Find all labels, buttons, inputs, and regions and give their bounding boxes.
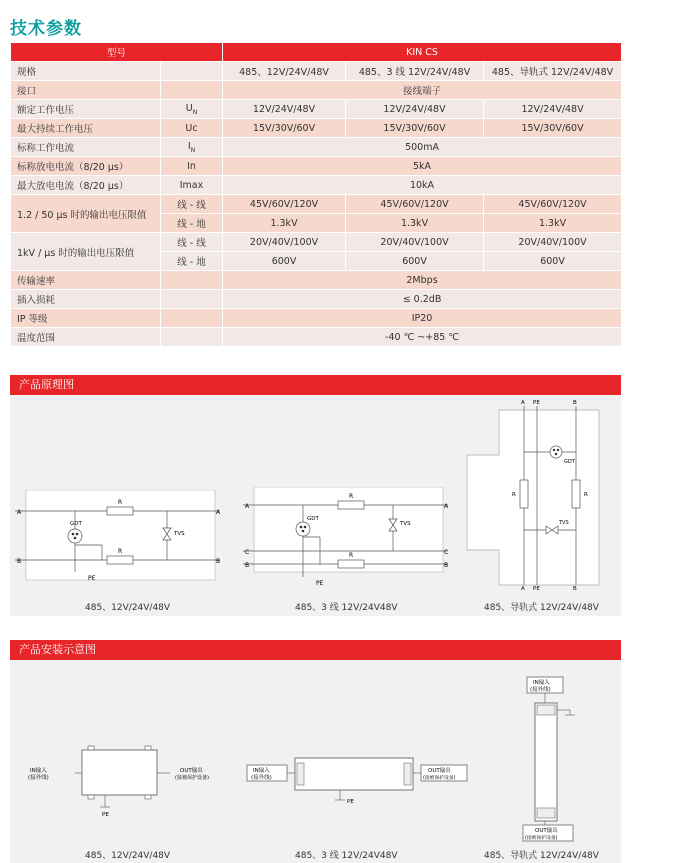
in-label: IN输入 (30, 768, 47, 774)
header-model-label: 型号 (11, 43, 223, 62)
label-c: C (245, 549, 250, 556)
row-symbol: Uc (161, 119, 223, 138)
group-sub-label: 线 - 线 (161, 233, 223, 252)
label-tvs: TVS (559, 520, 569, 526)
group-sub-label: 线 - 线 (161, 195, 223, 214)
row-symbol (161, 81, 223, 100)
row-label: 插入损耗 (11, 290, 161, 309)
principle-caption-1: 485、12V/24V/48V (85, 603, 171, 613)
row-label: 额定工作电压 (11, 100, 161, 119)
row-value: 12V/24V/48V (346, 100, 484, 119)
label-a: A (17, 509, 22, 516)
row-value: 15V/30V/60V (346, 119, 484, 138)
row-symbol: In (161, 157, 223, 176)
row-label: 传输速率 (11, 271, 161, 290)
row-value: 600V (223, 252, 346, 271)
row-symbol (161, 62, 223, 81)
row-value: 接线端子 (223, 81, 622, 100)
row-value: 10kA (223, 176, 622, 195)
label-pe: PE (88, 575, 96, 582)
principle-caption-2: 485、3 线 12V/24V48V (295, 603, 398, 613)
group-sub-label: 线 - 地 (161, 252, 223, 271)
row-value: 2Mbps (223, 271, 622, 290)
table-row (11, 81, 622, 100)
label-pe: PE (316, 580, 324, 587)
pe-label: PE (102, 812, 109, 818)
row-value: 485、导轨式 12V/24V/48V (484, 62, 622, 81)
row-value: 485、3 线 12V/24V/48V (346, 62, 484, 81)
row-value: IP20 (223, 309, 622, 328)
row-value: 15V/30V/60V (484, 119, 622, 138)
table-row (11, 157, 622, 176)
spec-table (10, 42, 622, 347)
row-value: 1.3kV (346, 214, 484, 233)
out-sub-label: (接被保护设备) (175, 775, 209, 781)
principle-caption-3: 485、导轨式 12V/24V/48V (484, 603, 599, 613)
row-value: 45V/60V/120V (484, 195, 622, 214)
table-row (11, 271, 622, 290)
table-row (11, 176, 622, 195)
label-pe-out: PE (533, 586, 540, 590)
row-symbol: $U_N$ (161, 100, 223, 119)
row-label: 最大持续工作电压 (11, 119, 161, 138)
label-r1: R (118, 499, 123, 506)
row-value: 1.3kV (484, 214, 622, 233)
table-row (11, 119, 622, 138)
row-label: 最大放电电流（8/20 μs） (11, 176, 161, 195)
label-b-out: B (444, 562, 448, 569)
row-value: 485、12V/24V/48V (223, 62, 346, 81)
row-value: 600V (484, 252, 622, 271)
in-sub-label: (接外线) (251, 775, 272, 781)
row-label: 标称放电电流（8/20 μs） (11, 157, 161, 176)
install-caption-1: 485、12V/24V/48V (85, 851, 171, 861)
label-a-out: A (521, 586, 525, 590)
out-sub-label: (接被保护设备) (423, 776, 456, 781)
principle-panel (10, 395, 621, 616)
page-title: 技术参数 (10, 19, 82, 39)
in-label: IN输入 (533, 680, 550, 686)
label-b-out: B (573, 586, 577, 590)
label-pe: PE (533, 400, 540, 406)
group-sub-label: 线 - 地 (161, 214, 223, 233)
row-symbol: $I_N$ (161, 138, 223, 157)
row-value: 1.3kV (223, 214, 346, 233)
label-gdt: GDT (564, 459, 575, 465)
label-r2: R (118, 548, 123, 555)
table-row (11, 328, 622, 347)
label-tvs: TVS (400, 521, 411, 527)
row-value: ≤ 0.2dB (223, 290, 622, 309)
label-r1: R (349, 493, 354, 500)
table-row (11, 62, 622, 81)
circuit-diagram-2 (243, 487, 448, 597)
label-r1: R (512, 492, 516, 498)
table-row (11, 138, 622, 157)
label-gdt: GDT (70, 521, 82, 527)
label-a-out: A (444, 503, 448, 510)
header-model-value: KIN CS (223, 43, 622, 62)
install-caption-2: 485、3 线 12V/24V48V (295, 851, 398, 861)
label-a: A (245, 503, 250, 510)
label-b-out: B (216, 558, 220, 565)
out-label: OUT输出 (428, 768, 451, 774)
row-value: 20V/40V/100V (223, 233, 346, 252)
install-diagram-3 (515, 675, 595, 845)
install-diagram-1 (20, 740, 230, 820)
row-symbol: Imax (161, 176, 223, 195)
install-panel (10, 660, 621, 863)
row-value: 12V/24V/48V (484, 100, 622, 119)
row-value: 500mA (223, 138, 622, 157)
label-r2: R (584, 492, 588, 498)
out-sub-label: (接被保护设备) (525, 836, 558, 841)
section-principle-banner: 产品原理图 (10, 375, 621, 395)
row-label: 温度范围 (11, 328, 161, 347)
table-row (11, 100, 622, 119)
label-gdt: GDT (307, 516, 319, 522)
row-value: 45V/60V/120V (346, 195, 484, 214)
table-row (11, 195, 622, 214)
group-label: 1.2 / 50 μs 时的输出电压限值 (11, 195, 161, 233)
section-install-banner: 产品安装示意图 (10, 640, 621, 660)
circuit-diagram-3 (464, 400, 616, 590)
row-value: 5kA (223, 157, 622, 176)
label-a-out: A (216, 509, 220, 516)
circuit-diagram-1 (15, 490, 220, 585)
row-label: IP 等级 (11, 309, 161, 328)
row-value: 20V/40V/100V (484, 233, 622, 252)
out-label: OUT输出 (180, 768, 203, 774)
table-row (11, 233, 622, 252)
row-label: 规格 (11, 62, 161, 81)
label-b: B (17, 558, 22, 565)
row-value: 20V/40V/100V (346, 233, 484, 252)
pe-label: PE (347, 799, 354, 805)
install-caption-3: 485、导轨式 12V/24V/48V (484, 851, 599, 861)
row-value: 12V/24V/48V (223, 100, 346, 119)
table-row (11, 309, 622, 328)
row-value: 600V (346, 252, 484, 271)
row-label: 接口 (11, 81, 161, 100)
label-b: B (573, 400, 577, 406)
out-label: OUT输出 (535, 828, 558, 834)
install-diagram-2 (245, 750, 470, 810)
in-label: IN输入 (253, 768, 270, 774)
row-value: 45V/60V/120V (223, 195, 346, 214)
row-value: -40 ℃ ~+85 ℃ (223, 328, 622, 347)
row-label: 标称工作电流 (11, 138, 161, 157)
label-a: A (521, 400, 525, 406)
label-r2: R (349, 552, 354, 559)
in-sub-label: (接外线) (28, 775, 49, 781)
group-label: 1kV / μs 时的输出电压限值 (11, 233, 161, 271)
label-b: B (245, 562, 250, 569)
row-value: 15V/30V/60V (223, 119, 346, 138)
table-row (11, 290, 622, 309)
in-sub-label: (接外线) (530, 687, 551, 693)
label-tvs: TVS (174, 531, 185, 537)
label-c-out: C (444, 549, 448, 556)
